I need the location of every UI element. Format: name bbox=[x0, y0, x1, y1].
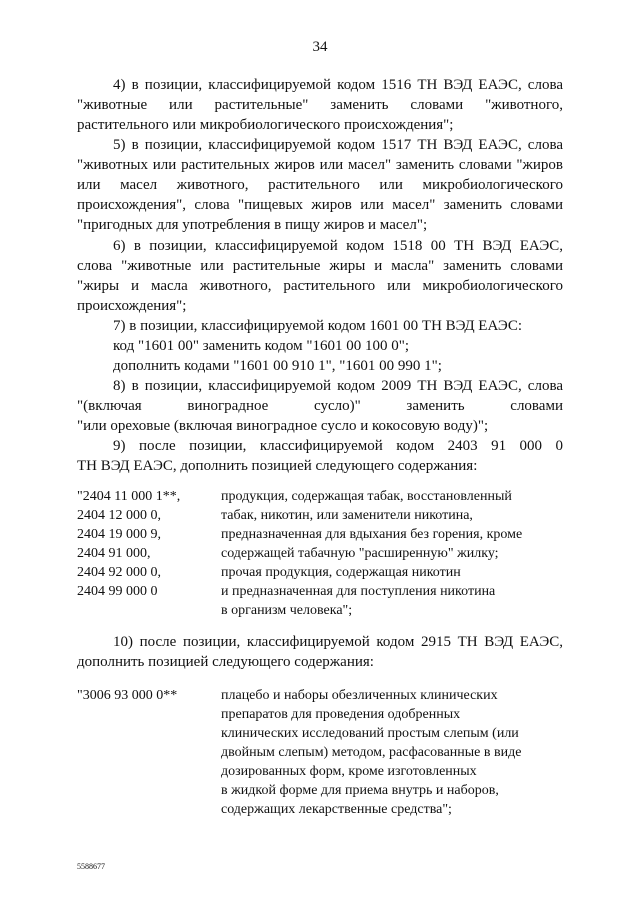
paragraph-line: 7) в позиции, классифицируемой кодом 1601 00 ТН ВЭД ЕАЭС: bbox=[113, 318, 522, 334]
document-id: 5588677 bbox=[77, 862, 105, 871]
paragraph-line: код "1601 00" заменить кодом "1601 00 100 0"; bbox=[113, 338, 410, 354]
tariff-description-3006: плацебо и наборы обезличенных клинических препаратов для проведения одобренных клинических исследований простым слепым (или двойным слепым) методом, расфасованные в виде дозированных форм, кроме изготовленных в жидкой форме для приема внутрь и наборов, содержащих лекарственные средства"; bbox=[221, 688, 522, 817]
paragraph-line: "животные или растительные" заменить словами "животного, bbox=[77, 97, 563, 113]
paragraph-line: или масел животного, растительного или микробиологического bbox=[77, 177, 563, 193]
paragraph-line: растительного или микробиологического происхождения"; bbox=[77, 117, 454, 133]
paragraph-line: слова "животные или растительные жиры и масла" заменить словами bbox=[77, 258, 563, 274]
paragraph-line: происхождения", слова "пищевых жиров или масел" заменить словами bbox=[77, 197, 563, 213]
paragraph-line: "(включая виноградное сусло)" заменить словами bbox=[77, 398, 563, 414]
tariff-code-3006: "3006 93 000 0** bbox=[77, 688, 178, 703]
tariff-codes-2404: "2404 11 000 1**, 2404 12 000 0, 2404 19 000 9, 2404 91 000, 2404 92 000 0, 2404 99 000 0 bbox=[77, 489, 181, 599]
paragraph-line: "или ореховые (включая виноградное сусло и кокосовую воду)"; bbox=[77, 418, 489, 434]
paragraph-line: дополнить позицией следующего содержания: bbox=[77, 654, 374, 670]
tariff-description-2404: продукция, содержащая табак, восстановленный табак, никотин, или заменители никотина, предназначенная для вдыхания без горения, кроме содержащей табачную "расширенную" жилку; прочая продукция, содержащая никотин и предназначенная для поступления никотина в организм человека"; bbox=[221, 489, 523, 618]
page-number: 34 bbox=[312, 39, 328, 55]
paragraph-line: "животных или растительных жиров или масел" заменить словами "жиров bbox=[77, 157, 563, 173]
paragraph-line: 5) в позиции, классифицируемой кодом 1517 ТН ВЭД ЕАЭС, слова bbox=[113, 137, 563, 153]
paragraph-line: 6) в позиции, классифицируемой кодом 1518 00 ТН ВЭД ЕАЭС, bbox=[113, 238, 563, 254]
paragraph-line: "жиры и масла животного, растительного или микробиологического bbox=[77, 278, 563, 294]
paragraph-line: 8) в позиции, классифицируемой кодом 2009 ТН ВЭД ЕАЭС, слова bbox=[113, 378, 563, 394]
paragraph-line: 9) после позиции, классифицируемой кодом 2403 91 000 0 bbox=[113, 438, 563, 454]
paragraph-line: ТН ВЭД ЕАЭС, дополнить позицией следующего содержания: bbox=[77, 458, 478, 474]
paragraph-line: "пригодных для употребления в пищу жиров и масел"; bbox=[77, 217, 428, 233]
paragraph-line: 4) в позиции, классифицируемой кодом 1516 ТН ВЭД ЕАЭС, слова bbox=[113, 77, 563, 93]
paragraph-line: 10) после позиции, классифицируемой кодом 2915 ТН ВЭД ЕАЭС, bbox=[113, 634, 563, 650]
paragraph-line: происхождения"; bbox=[77, 298, 187, 314]
paragraph-line: дополнить кодами "1601 00 910 1", "1601 00 990 1"; bbox=[113, 358, 442, 374]
